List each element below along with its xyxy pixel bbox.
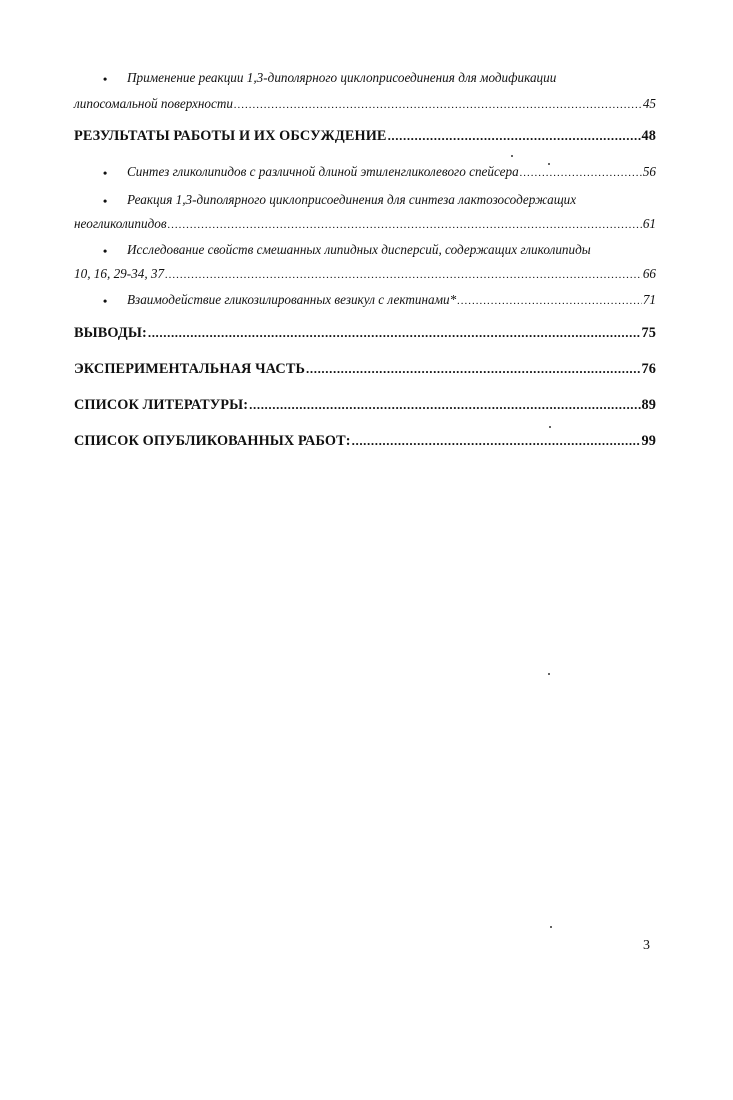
dot-leader <box>165 269 642 281</box>
bullet-icon: • <box>103 244 108 258</box>
dot-leader <box>352 433 641 449</box>
toc-sub-entry-1-line-1: Применение реакции 1,3-диполярного циклоприсоединения для модификации <box>127 70 557 85</box>
bullet-icon: • <box>103 166 108 180</box>
dot-leader <box>168 219 642 231</box>
toc-sub-entry-4-page: 66 <box>642 266 656 281</box>
toc-entry-references[interactable] <box>74 397 656 414</box>
dot-leader <box>148 325 641 341</box>
dot-leader <box>457 295 642 307</box>
scan-speck <box>549 426 551 428</box>
scan-speck <box>548 163 550 165</box>
toc-sub-entry-1-page: 45 <box>642 96 656 111</box>
bullet-icon: • <box>103 294 108 308</box>
toc-entry-results-page: 48 <box>641 128 656 144</box>
scan-speck <box>511 155 513 157</box>
dot-leader <box>520 167 642 179</box>
scan-speck <box>550 926 552 928</box>
toc-sub-entry-3-page: 61 <box>642 216 656 231</box>
dot-leader <box>249 397 640 413</box>
toc-entry-conclusions-label: ВЫВОДЫ: <box>74 325 147 341</box>
toc-sub-entry-4-line-1: Исследование свойств смешанных липидных дисперсий, содержащих гликолипиды <box>127 242 591 257</box>
toc-entry-references-label: СПИСОК ЛИТЕРАТУРЫ: <box>74 397 249 413</box>
toc-sub-entry-2-page: 56 <box>642 164 656 179</box>
bullet-icon: • <box>103 194 108 208</box>
toc-sub-entry-1[interactable] <box>74 96 656 112</box>
toc-entry-experimental-label: ЭКСПЕРИМЕНТАЛЬНАЯ ЧАСТЬ <box>74 361 306 377</box>
page-number: 3 <box>643 938 650 953</box>
toc-entry-conclusions-page: 75 <box>641 325 656 341</box>
toc-sub-entry-5[interactable] <box>127 292 656 308</box>
toc-sub-entry-3-line-1: Реакция 1,3-диполярного циклоприсоединения для синтеза лактозосодержащих <box>127 192 577 207</box>
toc-entry-references-page: 89 <box>641 397 656 413</box>
toc-sub-entry-3-label: неогликолипидов <box>74 216 167 231</box>
toc-entry-results-label: РЕЗУЛЬТАТЫ РАБОТЫ И ИХ ОБСУЖДЕНИЕ <box>74 128 387 144</box>
toc-entry-publications-page: 99 <box>641 433 656 449</box>
toc-entry-experimental-page: 76 <box>641 361 656 377</box>
toc-entry-conclusions[interactable] <box>74 325 656 342</box>
toc-entry-publications[interactable] <box>74 433 656 450</box>
toc-entry-publications-label: СПИСОК ОПУБЛИКОВАННЫХ РАБОТ: <box>74 433 351 449</box>
toc-entry-experimental[interactable] <box>74 361 656 378</box>
bullet-icon: • <box>103 72 108 86</box>
toc-sub-entry-4[interactable] <box>74 266 656 282</box>
toc-sub-entry-4-label: 10, 16, 29-34, 37 <box>74 266 165 281</box>
toc-sub-entry-2-label: Синтез гликолипидов с различной длиной этиленгликолевого спейсера <box>127 164 519 179</box>
toc-sub-entry-1-label: липосомальной поверхности <box>74 96 233 111</box>
dot-leader <box>234 99 642 111</box>
toc-sub-entry-3[interactable] <box>74 216 656 232</box>
dot-leader <box>388 128 641 144</box>
toc-sub-entry-5-label: Взаимодействие гликозилированных везикул с лектинами* <box>127 292 457 307</box>
scan-speck <box>548 673 550 675</box>
toc-sub-entry-5-page: 71 <box>642 292 656 307</box>
toc-sub-entry-2[interactable] <box>127 164 656 180</box>
dot-leader <box>306 361 640 377</box>
toc-entry-results[interactable] <box>74 128 656 145</box>
